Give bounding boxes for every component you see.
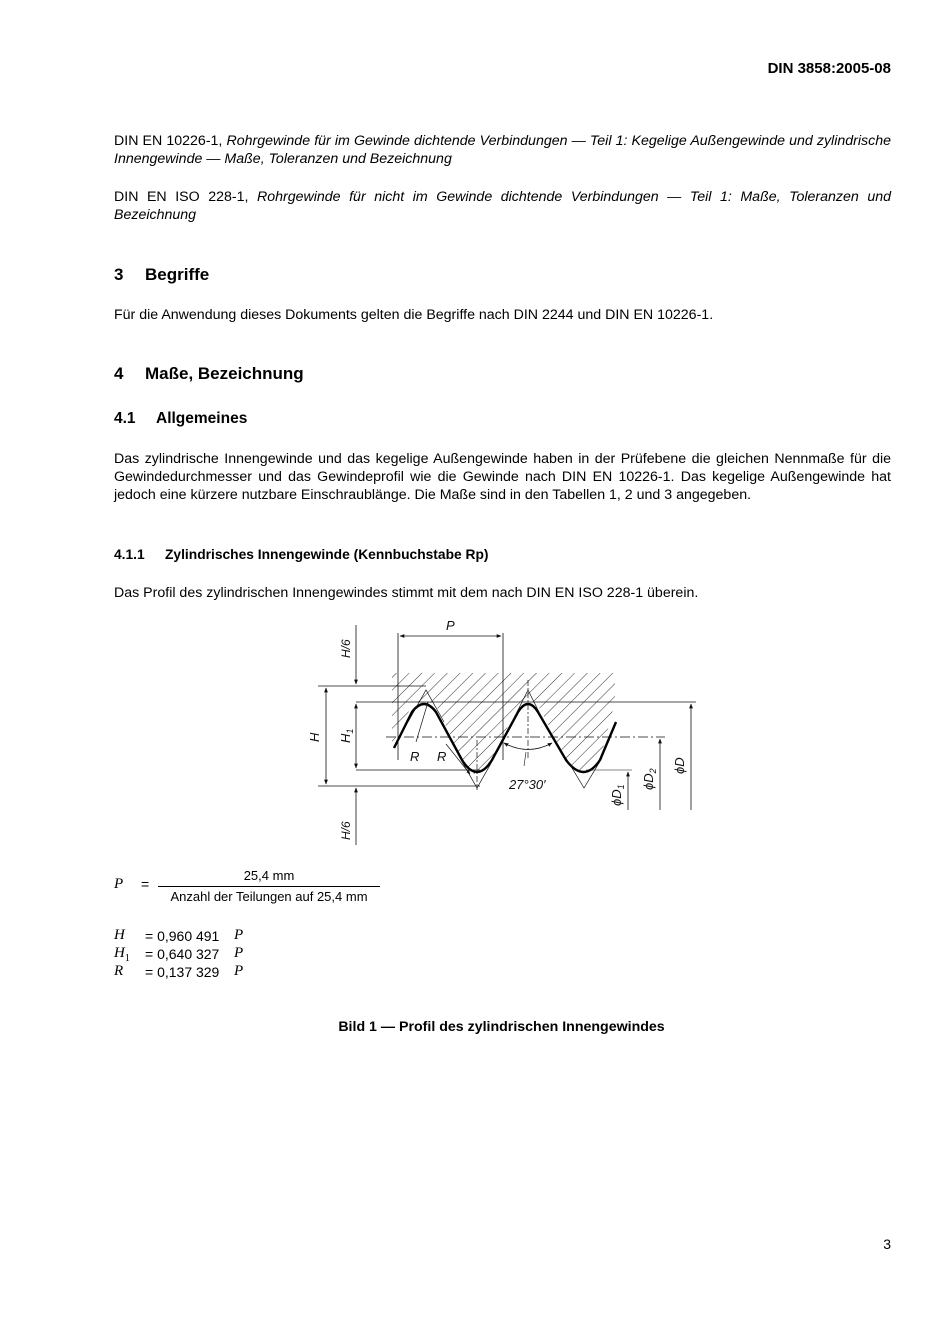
h1-label: $H_1$ xyxy=(338,728,355,743)
pitch-formula xyxy=(114,868,394,908)
d-label: ϕD xyxy=(672,757,687,774)
h6-top-label: H/6 xyxy=(339,639,353,658)
formula-value: = 0,137 329 xyxy=(145,964,220,980)
section-3-heading xyxy=(114,265,209,285)
formula-unit: P xyxy=(234,963,244,979)
fraction-bar xyxy=(158,886,380,887)
reference-code: DIN EN 10226-1, xyxy=(114,133,227,149)
section-4-heading xyxy=(114,364,304,384)
formula-list xyxy=(114,928,314,982)
reference-din-en-10226-1 xyxy=(114,132,891,168)
formula-unit: P xyxy=(234,927,244,943)
formula-value: = 0,640 327 xyxy=(145,946,220,962)
formula-symbol: $H_1$ xyxy=(114,945,130,964)
reference-title: Rohrgewinde für im Gewinde dichtende Verbindungen — Teil 1: Kegelige Außengewinde und zylindrische Innengewinde — Maße, Toleranzen und Bezeichnung xyxy=(114,133,891,167)
document-id: DIN 3858:2005-08 xyxy=(767,60,891,77)
formula-value: = 0,960 491 xyxy=(145,928,220,944)
reference-code: DIN EN ISO 228-1, xyxy=(114,189,257,205)
section-4-1-1-heading xyxy=(114,547,489,562)
section-number: 4.1 xyxy=(114,410,136,427)
angle-leader xyxy=(524,752,526,766)
formula-symbol: R xyxy=(114,963,124,979)
section-4-1-text: Das zylindrische Innengewinde und das kegelige Außengewinde haben in der Prüfebene die gleichen Nennmaße für die Gewindedurchmesser und das Gewindeprofil wie die Gewinde nach DIN EN 10226-1. Das kegelige Außengewinde hat jedoch eine kürzere nutzbare Einschraublänge. Die Maße sind in den Tabellen 1, 2 und 3 angegeben. xyxy=(114,451,891,503)
section-4-1-1-text: Das Profil des zylindrischen Innengewindes stimmt mit dem nach DIN EN ISO 228-1 überein. xyxy=(114,585,699,601)
reference-din-en-iso-228-1 xyxy=(114,188,891,224)
section-number: 4 xyxy=(114,364,124,383)
thread-profile-figure xyxy=(300,615,710,855)
formula-denominator: Anzahl der Teilungen auf 25,4 mm xyxy=(170,889,368,904)
section-title: Maße, Bezeichnung xyxy=(145,364,304,383)
pitch-label: P xyxy=(446,618,455,633)
section-title: Allgemeines xyxy=(156,410,248,427)
section-title: Zylindrisches Innengewinde (Kennbuchstabe Rp) xyxy=(165,547,489,562)
radius-label-right: R xyxy=(437,749,447,764)
reference-title: Rohrgewinde für nicht im Gewinde dichtende Verbindungen — Teil 1: Maße, Toleranzen und Bezeichnung xyxy=(114,189,891,223)
section-4-1-heading xyxy=(114,410,247,428)
formula-line-r xyxy=(114,964,314,982)
h-label: H xyxy=(307,732,322,742)
figure-caption: Bild 1 — Profil des zylindrischen Innengewindes xyxy=(338,1019,665,1035)
section-number: 3 xyxy=(114,265,124,284)
hatched-material-area xyxy=(392,673,615,778)
formula-symbol: H xyxy=(114,927,125,943)
formula-line-h xyxy=(114,928,314,946)
formula-numerator: 25,4 mm xyxy=(243,868,295,883)
d1-label: $\phi D_1$ xyxy=(609,784,626,806)
formula-line-h1 xyxy=(114,946,314,964)
formula-unit: P xyxy=(234,945,244,961)
radius-leader-left xyxy=(416,702,428,742)
formula-symbol-p: P xyxy=(114,876,124,892)
radius-label-left: R xyxy=(410,749,420,764)
section-number: 4.1.1 xyxy=(114,547,145,562)
formula-equals: = xyxy=(141,876,150,892)
page-number: 3 xyxy=(883,1236,891,1252)
d2-label: $\phi D_2$ xyxy=(641,768,658,790)
section-title: Begriffe xyxy=(145,265,210,284)
angle-label: 27°30′ xyxy=(509,777,546,792)
section-3-text: Für die Anwendung dieses Dokuments gelten die Begriffe nach DIN 2244 und DIN EN 10226-1. xyxy=(114,307,714,323)
h6-bottom-label: H/6 xyxy=(339,821,353,840)
